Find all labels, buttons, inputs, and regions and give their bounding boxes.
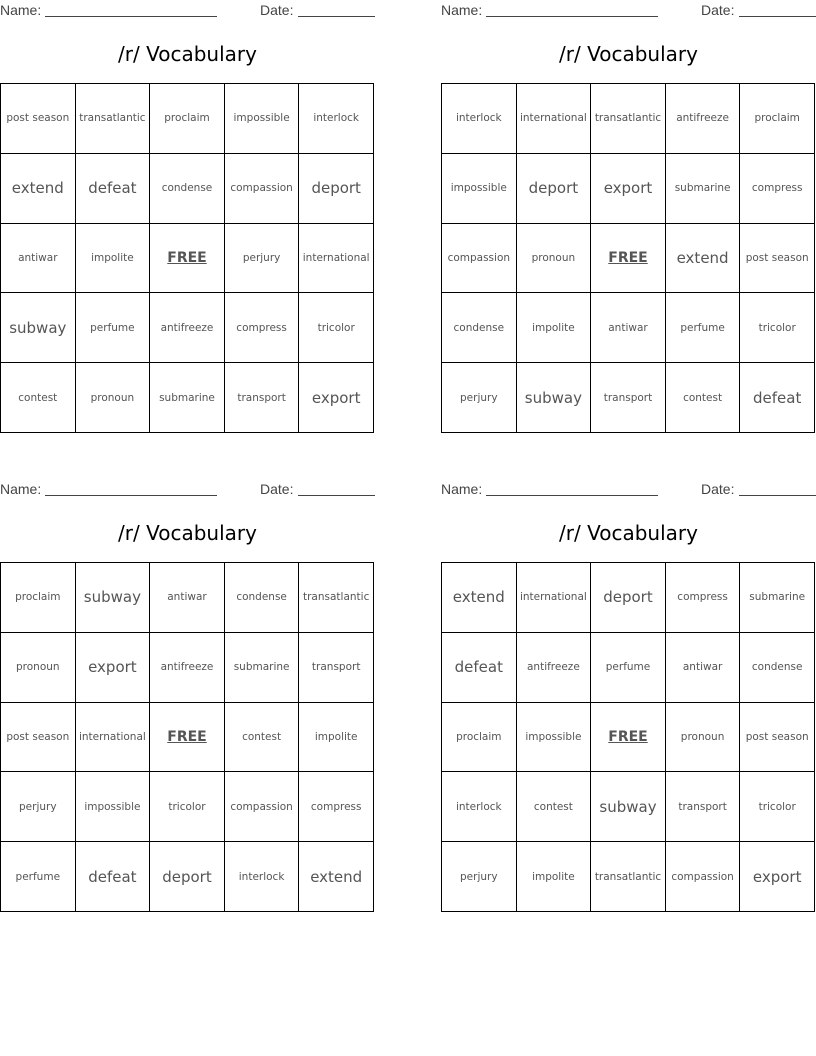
name-blank-line [45,16,217,17]
name-date-row [0,2,375,20]
bingo-cell: antiwar [150,563,225,633]
bingo-cell: perjury [442,363,517,433]
bingo-cell: compress [666,563,741,633]
bingo-cell: compassion [225,154,300,224]
bingo-cell: impossible [76,772,151,842]
bingo-cell: post season [740,703,815,773]
bingo-cell: post season [740,224,815,294]
bingo-cell: compress [299,772,374,842]
bingo-cell: antifreeze [517,633,592,703]
bingo-cell: interlock [225,842,300,912]
bingo-cell: interlock [442,84,517,154]
bingo-cell: extend [666,224,741,294]
free-space-cell: FREE [150,224,225,294]
bingo-cell: perjury [225,224,300,294]
bingo-cell: subway [1,293,76,363]
free-space-cell: FREE [150,703,225,773]
bingo-cell: contest [517,772,592,842]
bingo-cell: compassion [442,224,517,294]
bingo-cell: perfume [666,293,741,363]
free-space-cell: FREE [591,703,666,773]
bingo-cell: antifreeze [150,293,225,363]
bingo-cell: transport [225,363,300,433]
bingo-cell: deport [299,154,374,224]
bingo-cell: tricolor [740,772,815,842]
bingo-cell: pronoun [517,224,592,294]
date-label: Date: [260,481,294,497]
bingo-cell: pronoun [666,703,741,773]
bingo-cell: international [76,703,151,773]
bingo-cell: compassion [666,842,741,912]
card-title: /r/ Vocabulary [118,42,257,66]
name-label: Name: [0,481,42,497]
bingo-cell: defeat [740,363,815,433]
free-space-cell: FREE [591,224,666,294]
bingo-cell: perjury [442,842,517,912]
bingo-grid [441,83,815,433]
bingo-cell: antiwar [666,633,741,703]
bingo-grid [441,562,815,912]
bingo-cell: subway [591,772,666,842]
bingo-cell: transatlantic [591,84,666,154]
name-blank-line [486,495,658,496]
bingo-cell: tricolor [299,293,374,363]
bingo-cell: submarine [150,363,225,433]
bingo-cell: international [299,224,374,294]
bingo-cell: interlock [442,772,517,842]
bingo-cell: transport [591,363,666,433]
date-blank-line [739,495,816,496]
name-blank-line [45,495,217,496]
bingo-cell: transport [299,633,374,703]
bingo-cell: pronoun [1,633,76,703]
bingo-cell: extend [1,154,76,224]
bingo-cell: antifreeze [150,633,225,703]
bingo-grid [0,83,374,433]
bingo-grid [0,562,374,912]
bingo-cell: transatlantic [76,84,151,154]
date-label: Date: [701,2,735,18]
bingo-cell: impolite [517,842,592,912]
bingo-cell: submarine [740,563,815,633]
bingo-cell: impolite [76,224,151,294]
bingo-cell: defeat [76,154,151,224]
bingo-cell: subway [517,363,592,433]
bingo-cell: compress [740,154,815,224]
bingo-card [0,479,375,919]
bingo-cell: perfume [76,293,151,363]
bingo-cell: impossible [442,154,517,224]
bingo-cell: transport [666,772,741,842]
bingo-cell: subway [76,563,151,633]
bingo-cell: submarine [666,154,741,224]
name-label: Name: [441,2,483,18]
bingo-cell: pronoun [76,363,151,433]
bingo-card [0,0,375,440]
name-date-row [441,481,816,499]
bingo-cell: post season [1,84,76,154]
bingo-cell: submarine [225,633,300,703]
bingo-card [441,479,816,919]
bingo-cell: condense [442,293,517,363]
bingo-cell: perfume [591,633,666,703]
bingo-cell: impossible [517,703,592,773]
bingo-cell: transatlantic [591,842,666,912]
name-date-row [441,2,816,20]
bingo-cell: antifreeze [666,84,741,154]
bingo-cell: perfume [1,842,76,912]
bingo-card [441,0,816,440]
bingo-cell: proclaim [442,703,517,773]
bingo-cell: deport [150,842,225,912]
bingo-cell: proclaim [150,84,225,154]
bingo-cell: deport [591,563,666,633]
date-blank-line [298,16,375,17]
bingo-cell: export [740,842,815,912]
bingo-cell: defeat [76,842,151,912]
bingo-cell: international [517,84,592,154]
bingo-cell: impossible [225,84,300,154]
bingo-cell: extend [299,842,374,912]
bingo-cell: export [591,154,666,224]
date-label: Date: [260,2,294,18]
date-blank-line [298,495,375,496]
bingo-cell: condense [740,633,815,703]
bingo-cell: compassion [225,772,300,842]
name-label: Name: [0,2,42,18]
bingo-cell: tricolor [150,772,225,842]
bingo-cell: export [299,363,374,433]
bingo-cell: perjury [1,772,76,842]
bingo-cell: contest [1,363,76,433]
bingo-cell: international [517,563,592,633]
bingo-cell: extend [442,563,517,633]
bingo-cell: contest [666,363,741,433]
bingo-cell: deport [517,154,592,224]
card-title: /r/ Vocabulary [559,521,698,545]
bingo-cell: transatlantic [299,563,374,633]
card-title: /r/ Vocabulary [118,521,257,545]
bingo-cell: contest [225,703,300,773]
date-label: Date: [701,481,735,497]
bingo-cell: proclaim [1,563,76,633]
bingo-cell: antiwar [1,224,76,294]
bingo-cell: impolite [517,293,592,363]
bingo-cell: condense [150,154,225,224]
card-title: /r/ Vocabulary [559,42,698,66]
bingo-cell: antiwar [591,293,666,363]
bingo-cell: interlock [299,84,374,154]
bingo-cell: compress [225,293,300,363]
name-date-row [0,481,375,499]
name-label: Name: [441,481,483,497]
bingo-cell: tricolor [740,293,815,363]
date-blank-line [739,16,816,17]
name-blank-line [486,16,658,17]
bingo-cell: condense [225,563,300,633]
bingo-cell: defeat [442,633,517,703]
bingo-cell: proclaim [740,84,815,154]
bingo-cell: impolite [299,703,374,773]
bingo-cell: export [76,633,151,703]
bingo-cell: post season [1,703,76,773]
